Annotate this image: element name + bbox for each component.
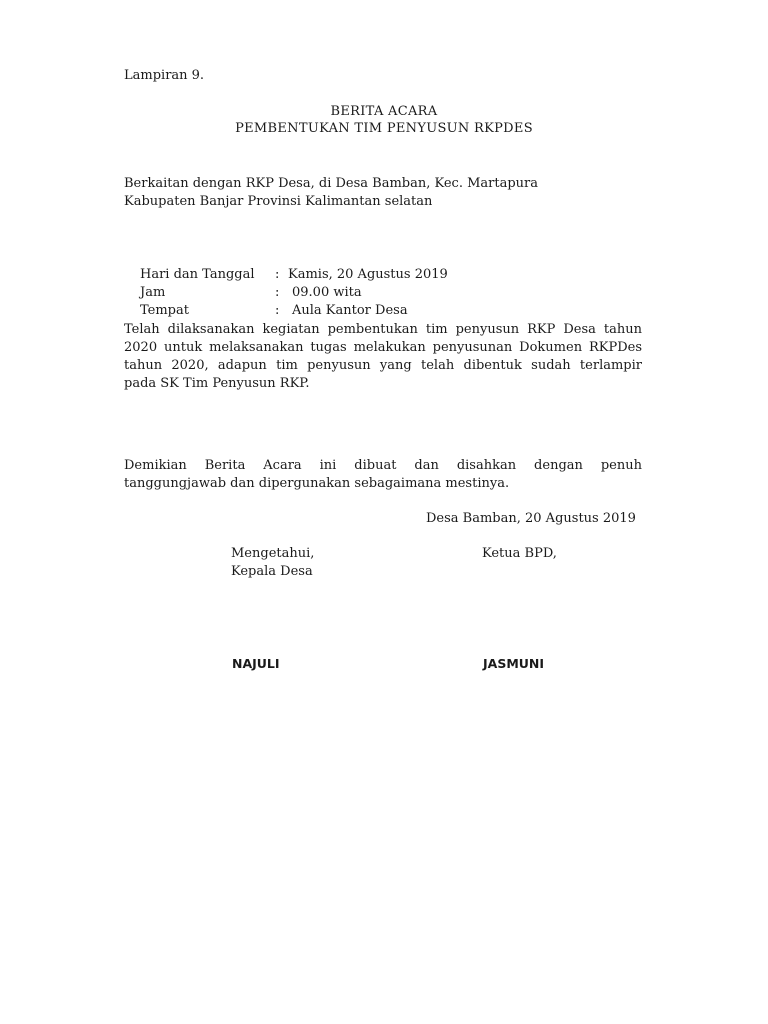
body-line: 2020 untuk melaksanakan tugas melakukan penyusunan Dokumen RKPDes [124,340,642,355]
document-title: BERITA ACARA [330,104,438,119]
closing-line: Demikian Berita Acara ini dibuat dan disahkan dengan penuh [124,458,642,473]
detail-colon: : [275,303,280,318]
attachment-label: Lampiran 9. [124,68,205,83]
signatory-left-name: NAJULI [232,656,280,671]
detail-value-time: 09.00 wita [292,285,362,300]
document-subtitle: PEMBENTUKAN TIM PENYUSUN RKPDES [235,121,533,136]
closing-paragraph [124,457,642,493]
place-date: Desa Bamban, 20 Agustus 2019 [426,511,636,526]
detail-label-date: Hari dan Tanggal [140,267,255,282]
detail-colon: : [275,285,280,300]
detail-value-place: Aula Kantor Desa [292,303,408,318]
detail-label-time: Jam [140,285,166,300]
closing-line: tanggungjawab dan dipergunakan sebagaimana mestinya. [124,476,510,491]
detail-value-date: Kamis, 20 Agustus 2019 [288,267,448,282]
body-line: pada SK Tim Penyusun RKP. [124,376,310,391]
body-line: Telah dilaksanakan kegiatan pembentukan tim penyusun RKP Desa tahun [124,322,642,337]
detail-label-place: Tempat [140,303,189,318]
body-line: tahun 2020, adapun tim penyusun yang telah dibentuk sudah terlampir [124,358,642,373]
detail-colon: : [275,267,280,282]
context-line-1: Berkaitan dengan RKP Desa, di Desa Bamban, Kec. Martapura [124,176,539,191]
signatory-right-title: Ketua BPD, [482,546,557,561]
context-line-2: Kabupaten Banjar Provinsi Kalimantan selatan [124,194,433,209]
signatory-right-name: JASMUNI [483,656,545,671]
signatory-left-acknowledgement: Mengetahui, [231,546,315,561]
signatory-left-title: Kepala Desa [231,564,313,579]
body-paragraph [124,321,642,393]
